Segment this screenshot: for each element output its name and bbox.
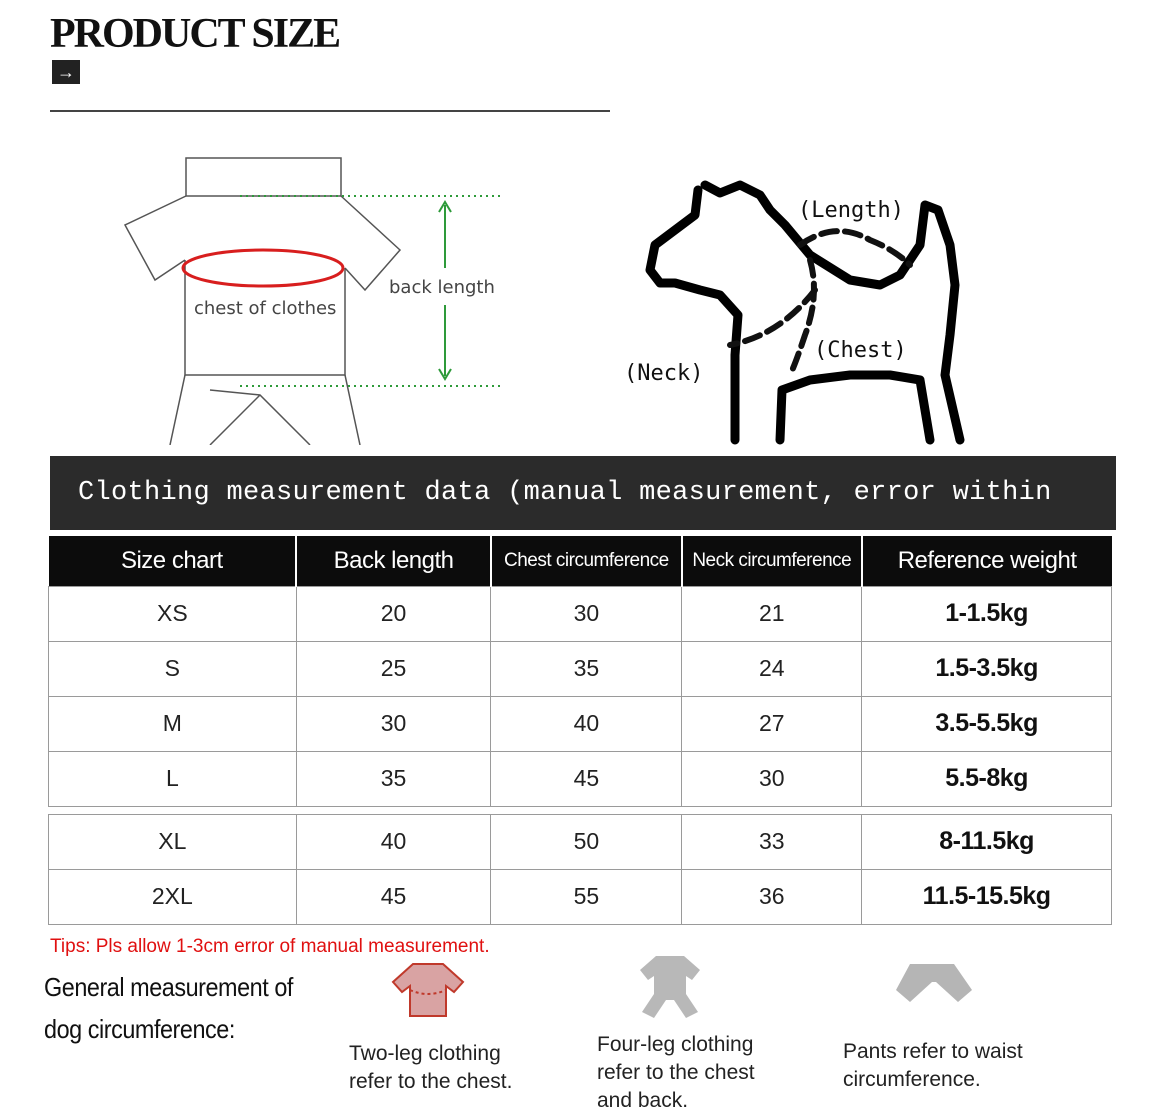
clothes-measurement-diagram [110,150,510,445]
neck-cell: 33 [682,814,862,869]
neck-cell: 30 [682,751,862,806]
header-chest: Chest circumference [491,536,682,586]
weight-cell: 8-11.5kg [862,814,1112,869]
pants-caption [843,1038,1023,1094]
neck-cell: 27 [682,696,862,751]
chest-cell: 35 [491,641,682,696]
dog-chest-label: (Chest) [814,338,907,363]
neck-cell: 24 [682,641,862,696]
tips-note: Tips: Pls allow 1-3cm error of manual measurement. [50,936,490,957]
caption-line: refer to the chest [597,1061,755,1084]
left-sleeve-shape [125,196,186,280]
back-cell: 20 [296,586,491,641]
measurement-banner: Clothing measurement data (manual measurement, error within [50,456,1116,530]
caption-line: Pants refer to waist [843,1040,1023,1063]
chest-cell: 40 [491,696,682,751]
size-cell: XS [49,586,297,641]
weight-cell: 11.5-15.5kg [862,869,1112,924]
back-cell: 40 [296,814,491,869]
collar-shape [186,158,341,196]
four-leg-caption [597,1031,755,1115]
four-leg-suit-icon [630,952,710,1020]
neck-label: (Neck) [624,361,704,386]
weight-cell: 1-1.5kg [862,586,1112,641]
size-cell: XL [49,814,297,869]
caption-line: and back. [597,1089,689,1112]
table-row [49,869,1112,924]
table-gap-row [49,806,1112,814]
back-cell: 30 [296,696,491,751]
title-divider [50,110,610,112]
caption-line: circumference. [843,1068,981,1091]
two-leg-caption [349,1040,512,1096]
header-weight: Reference weight [862,536,1112,586]
table-row [49,641,1112,696]
chest-dashed-line [790,260,814,375]
size-table [48,536,1112,925]
length-label: (Length) [798,198,904,223]
table-row [49,586,1112,641]
general-measurement-heading [44,966,293,1050]
chest-cell: 55 [491,869,682,924]
weight-cell: 3.5-5.5kg [862,696,1112,751]
right-sleeve-shape [341,196,400,290]
size-cell: L [49,751,297,806]
two-leg-shirt-icon [388,960,468,1020]
back-cell: 45 [296,869,491,924]
table-row [49,696,1112,751]
table-row [49,751,1112,806]
chest-label: chest of clothes [194,298,337,319]
dog-measurement-diagram [620,165,980,445]
dog-front-outline [650,190,738,440]
back-cell: 25 [296,641,491,696]
size-cell: M [49,696,297,751]
size-cell: S [49,641,297,696]
chest-cell: 45 [491,751,682,806]
caption-line: refer to the chest. [349,1070,513,1093]
back-cell: 35 [296,751,491,806]
caption-line: Two-leg clothing [349,1042,501,1065]
header-size-chart: Size chart [49,536,297,586]
weight-cell: 1.5-3.5kg [862,641,1112,696]
general-line-2: dog circumference: [44,1014,235,1044]
chest-cell: 50 [491,814,682,869]
table-row [49,814,1112,869]
caption-line: Four-leg clothing [597,1033,754,1056]
pants-icon [892,960,977,1018]
neck-cell: 36 [682,869,862,924]
dog-belly-outline [780,375,930,440]
back-length-label: back length [389,277,495,298]
chest-ellipse [183,250,343,286]
neck-cell: 21 [682,586,862,641]
chest-cell: 30 [491,586,682,641]
weight-cell: 5.5-8kg [862,751,1112,806]
header-neck: Neck circumference [682,536,862,586]
size-cell: 2XL [49,869,297,924]
header-back-length: Back length [296,536,491,586]
page-title: PRODUCT SIZE [50,11,340,57]
table-header-row [49,536,1112,586]
general-line-1: General measurement of [44,972,293,1002]
arrow-icon: → [52,60,80,84]
